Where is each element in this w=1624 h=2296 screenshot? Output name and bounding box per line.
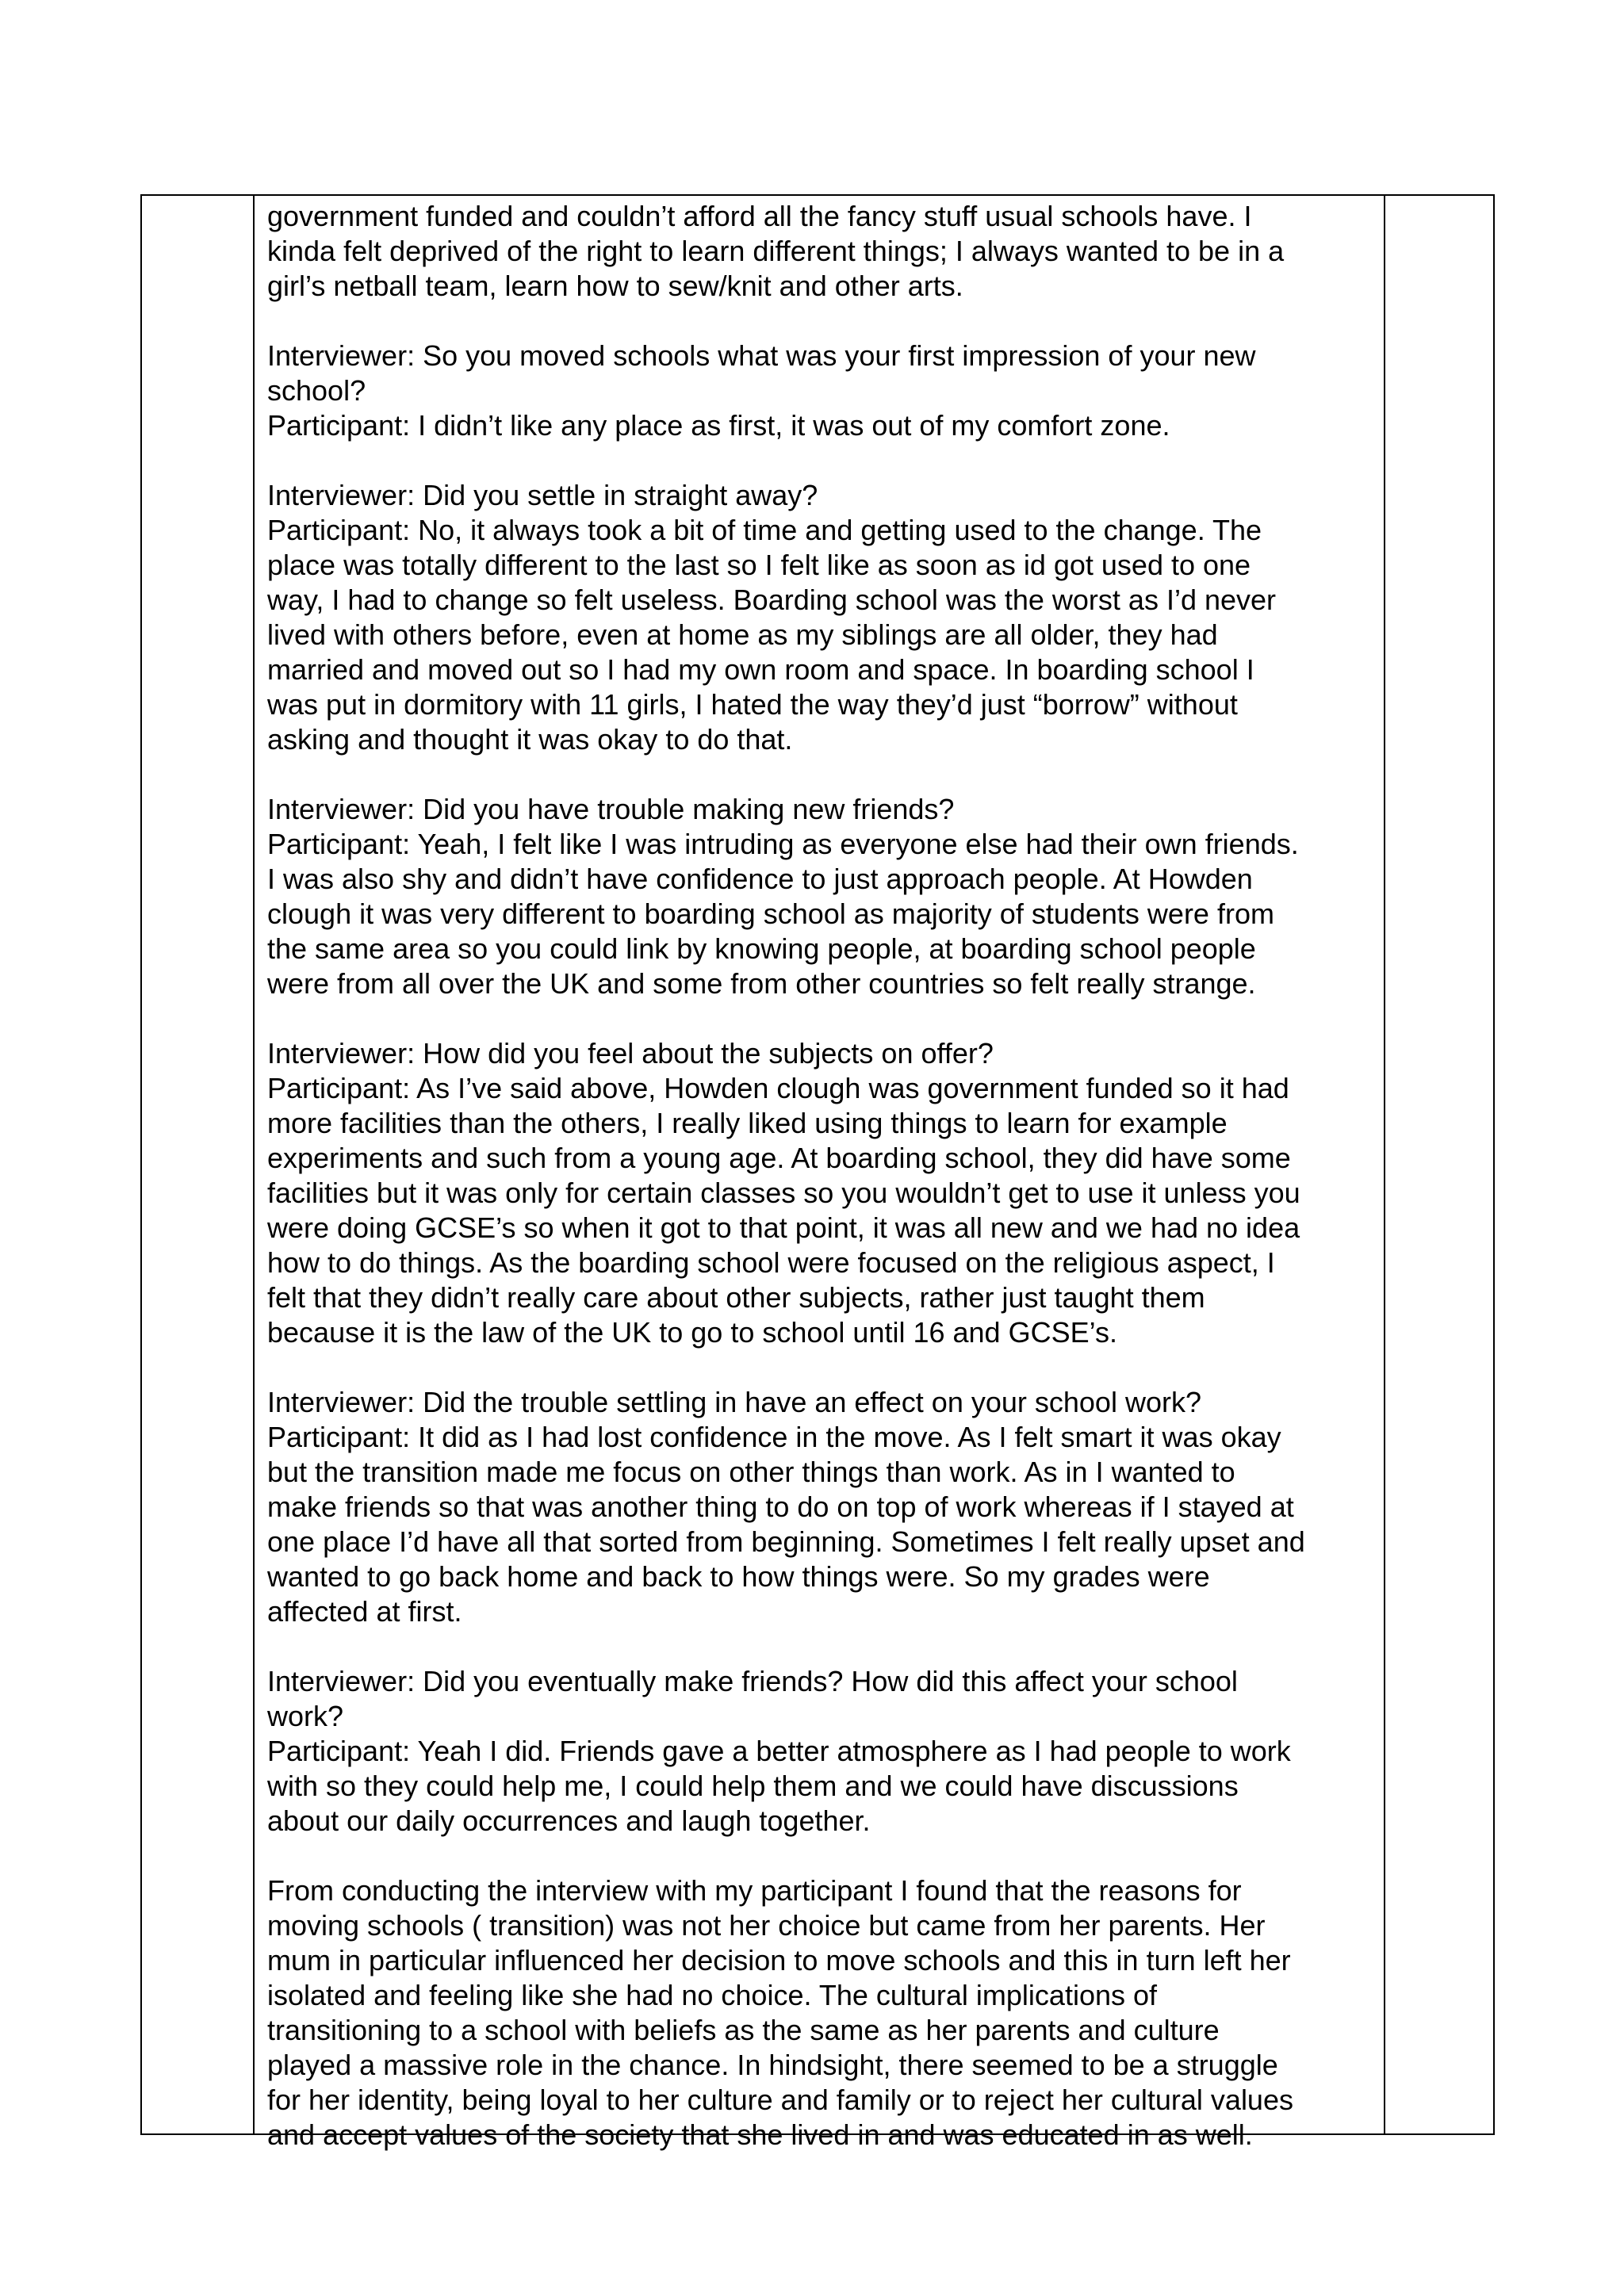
transcript-paragraph	[267, 1036, 1376, 1350]
text-line: From conducting the interview with my participant I found that the reasons for	[267, 1874, 1242, 1907]
text-line: asking and thought it was okay to do that.	[267, 723, 793, 756]
left-margin-column	[142, 196, 255, 2133]
text-line: Interviewer: Did you settle in straight away?	[267, 479, 818, 511]
text-line: Participant: Yeah I did. Friends gave a better atmosphere as I had people to work	[267, 1735, 1291, 1767]
text-line: about our daily occurrences and laugh together.	[267, 1804, 871, 1837]
text-line: affected at first.	[267, 1595, 462, 1628]
text-line: Participant: No, it always took a bit of time and getting used to the change. The	[267, 514, 1262, 546]
text-line: Interviewer: How did you feel about the subjects on offer?	[267, 1037, 994, 1070]
text-line: facilities but it was only for certain classes so you wouldn’t get to use it unless you	[267, 1177, 1300, 1209]
text-line: girl’s netball team, learn how to sew/knit and other arts.	[267, 270, 963, 302]
text-line: Interviewer: Did the trouble settling in have an effect on your school work?	[267, 1386, 1201, 1418]
text-line: transitioning to a school with beliefs as the same as her parents and culture	[267, 2014, 1220, 2046]
text-line: kinda felt deprived of the right to learn different things; I always wanted to be in a	[267, 235, 1285, 267]
text-line: and accept values of the society that she lived in and was educated in as well.	[267, 2118, 1253, 2151]
transcript-paragraph	[267, 199, 1376, 304]
text-line: isolated and feeling like she had no choice. The cultural implications of	[267, 1979, 1158, 2011]
text-line: felt that they didn’t really care about other subjects, rather just taught them	[267, 1281, 1205, 1314]
text-line: with so they could help me, I could help them and we could have discussions	[267, 1770, 1239, 1802]
transcript-paragraph	[267, 792, 1376, 1001]
text-line: was put in dormitory with 11 girls, I hated the way they’d just “borrow” without	[267, 688, 1238, 721]
text-line: clough it was very different to boarding school as majority of students were from	[267, 897, 1274, 930]
transcript-paragraph	[267, 1664, 1376, 1839]
text-line: lived with others before, even at home as my siblings are all older, they had	[267, 618, 1218, 651]
text-line: were from all over the UK and some from other countries so felt really strange.	[267, 967, 1256, 1000]
transcript-text-column	[255, 196, 1385, 2151]
text-line: the same area so you could link by knowing people, at boarding school people	[267, 932, 1256, 965]
text-line: way, I had to change so felt useless. Boarding school was the worst as I’d never	[267, 584, 1277, 616]
text-line: Interviewer: Did you eventually make friends? How did this affect your school	[267, 1665, 1238, 1697]
text-line: Participant: As I’ve said above, Howden clough was government funded so it had	[267, 1072, 1289, 1104]
transcript-paragraph	[267, 1873, 1376, 2152]
text-line: how to do things. As the boarding school were focused on the religious aspect, I	[267, 1246, 1275, 1279]
text-line: make friends so that was another thing to do on top of work whereas if I stayed at	[267, 1490, 1294, 1523]
text-line: government funded and couldn’t afford all the fancy stuff usual schools have. I	[267, 200, 1252, 232]
text-line: experiments and such from a young age. At boarding school, they did have some	[267, 1142, 1291, 1174]
transcript-paragraph	[267, 1385, 1376, 1629]
text-line: played a massive role in the chance. In hindsight, there seemed to be a struggle	[267, 2049, 1278, 2081]
text-line: Participant: I didn’t like any place as first, it was out of my comfort zone.	[267, 409, 1170, 442]
text-line: place was totally different to the last so I felt like as soon as id got used to one	[267, 549, 1251, 581]
text-line: more facilities than the others, I really liked using things to learn for example	[267, 1107, 1228, 1139]
text-line: Participant: Yeah, I felt like I was intruding as everyone else had their own friends.	[267, 828, 1299, 860]
text-line: I was also shy and didn’t have confidence to just approach people. At Howden	[267, 863, 1253, 895]
text-line: because it is the law of the UK to go to school until 16 and GCSE’s.	[267, 1316, 1117, 1349]
text-line: one place I’d have all that sorted from beginning. Sometimes I felt really upset and	[267, 1525, 1305, 1558]
text-line: moving schools ( transition) was not her choice but came from her parents. Her	[267, 1909, 1266, 1942]
text-line: Interviewer: Did you have trouble making new friends?	[267, 793, 955, 825]
transcript-table	[140, 194, 1495, 2151]
text-line: work?	[267, 1700, 344, 1732]
transcript-paragraph	[267, 339, 1376, 443]
text-line: wanted to go back home and back to how things were. So my grades were	[267, 1560, 1210, 1593]
text-line: married and moved out so I had my own room and space. In boarding school I	[267, 653, 1254, 686]
text-line: mum in particular influenced her decision to move schools and this in turn left her	[267, 1944, 1291, 1976]
text-line: were doing GCSE’s so when it got to that point, it was all new and we had no idea	[267, 1211, 1300, 1244]
transcript-paragraph	[267, 478, 1376, 757]
text-line: but the transition made me focus on other things than work. As in I wanted to	[267, 1456, 1235, 1488]
text-line: Participant: It did as I had lost confidence in the move. As I felt smart it was okay	[267, 1421, 1281, 1453]
text-line: Interviewer: So you moved schools what was your first impression of your new	[267, 339, 1256, 372]
text-line: for her identity, being loyal to her culture and family or to reject her cultural values	[267, 2084, 1293, 2116]
right-margin-column	[1385, 196, 1493, 2133]
text-line: school?	[267, 374, 366, 407]
